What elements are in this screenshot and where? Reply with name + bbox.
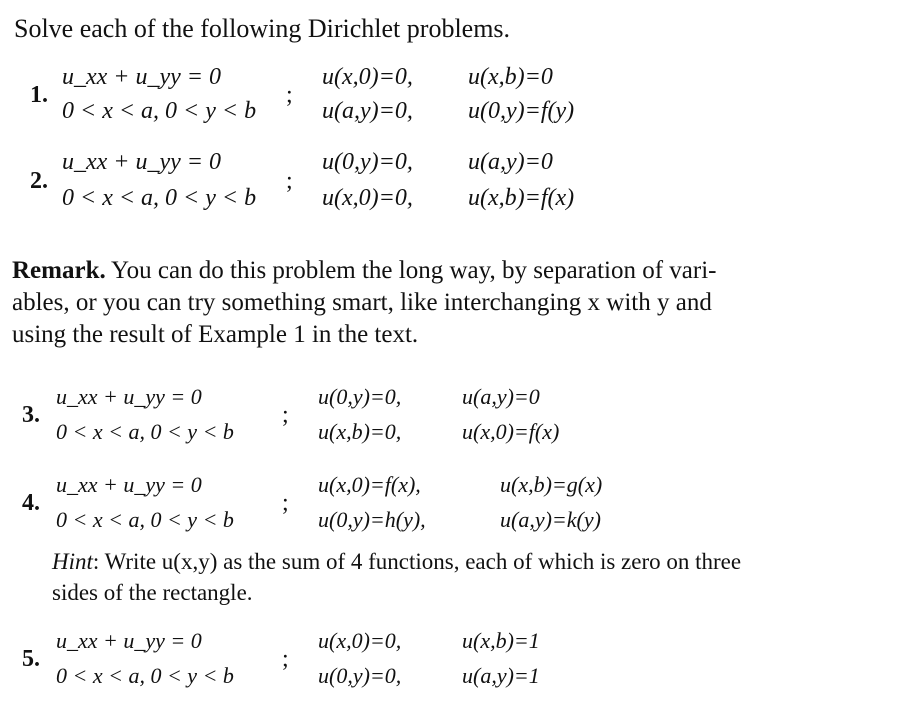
problem-number: 2.	[30, 168, 48, 194]
boundary-condition: u(x,b)=f(x)	[468, 185, 575, 211]
separator: ;	[286, 168, 293, 194]
pde: u_xx + u_yy = 0	[56, 472, 202, 497]
boundary-condition: u(a,y)=0	[462, 384, 540, 409]
domain: 0 < x < a, 0 < y < b	[56, 663, 234, 688]
domain: 0 < x < a, 0 < y < b	[56, 419, 234, 444]
domain: 0 < x < a, 0 < y < b	[56, 507, 234, 532]
hint-label: Hint	[52, 549, 93, 574]
separator: ;	[282, 402, 289, 428]
boundary-condition: u(0,y)=0,	[318, 384, 402, 409]
boundary-condition: u(x,0)=f(x)	[462, 419, 560, 444]
boundary-condition: u(a,y)=0	[468, 149, 553, 175]
pde: u_xx + u_yy = 0	[56, 384, 202, 409]
boundary-condition: u(a,y)=k(y)	[500, 507, 601, 532]
remark-label: Remark.	[12, 257, 106, 284]
separator: ;	[286, 82, 293, 108]
boundary-condition: u(x,0)=0,	[322, 64, 413, 90]
remark-line: Remark. You can do this problem the long way, by separation of vari-	[12, 257, 717, 284]
boundary-condition: u(a,y)=1	[462, 663, 540, 688]
boundary-condition: u(x,b)=0	[468, 64, 553, 90]
pde: u_xx + u_yy = 0	[56, 628, 202, 653]
hint-line: Hint: Write u(x,y) as the sum of 4 functions, each of which is zero on three	[52, 549, 742, 574]
domain: 0 < x < a, 0 < y < b	[62, 185, 257, 211]
remark-line: ables, or you can try something smart, like interchanging x with y and	[12, 289, 712, 316]
boundary-condition: u(x,b)=g(x)	[500, 472, 603, 497]
separator: ;	[282, 490, 289, 516]
boundary-condition: u(0,y)=h(y),	[318, 507, 426, 532]
boundary-condition: u(x,0)=0,	[318, 628, 402, 653]
hint-line: sides of the rectangle.	[52, 580, 253, 605]
domain: 0 < x < a, 0 < y < b	[62, 98, 257, 124]
remark-line: using the result of Example 1 in the text.	[12, 321, 419, 348]
problem-number: 1.	[30, 82, 48, 108]
separator: ;	[282, 646, 289, 672]
instructions: Solve each of the following Dirichlet problems.	[14, 14, 511, 43]
problem-number: 3.	[22, 402, 40, 428]
boundary-condition: u(a,y)=0,	[322, 98, 413, 124]
boundary-condition: u(x,0)=0,	[322, 185, 413, 211]
boundary-condition: u(x,0)=f(x),	[318, 472, 421, 497]
problem-number: 4.	[22, 490, 40, 516]
problem-number: 5.	[22, 646, 40, 672]
boundary-condition: u(0,y)=0,	[322, 149, 413, 175]
boundary-condition: u(x,b)=0,	[318, 419, 402, 444]
boundary-condition: u(0,y)=0,	[318, 663, 402, 688]
boundary-condition: u(0,y)=f(y)	[468, 98, 575, 124]
pde: u_xx + u_yy = 0	[62, 64, 221, 90]
boundary-condition: u(x,b)=1	[462, 628, 540, 653]
pde: u_xx + u_yy = 0	[62, 149, 221, 175]
